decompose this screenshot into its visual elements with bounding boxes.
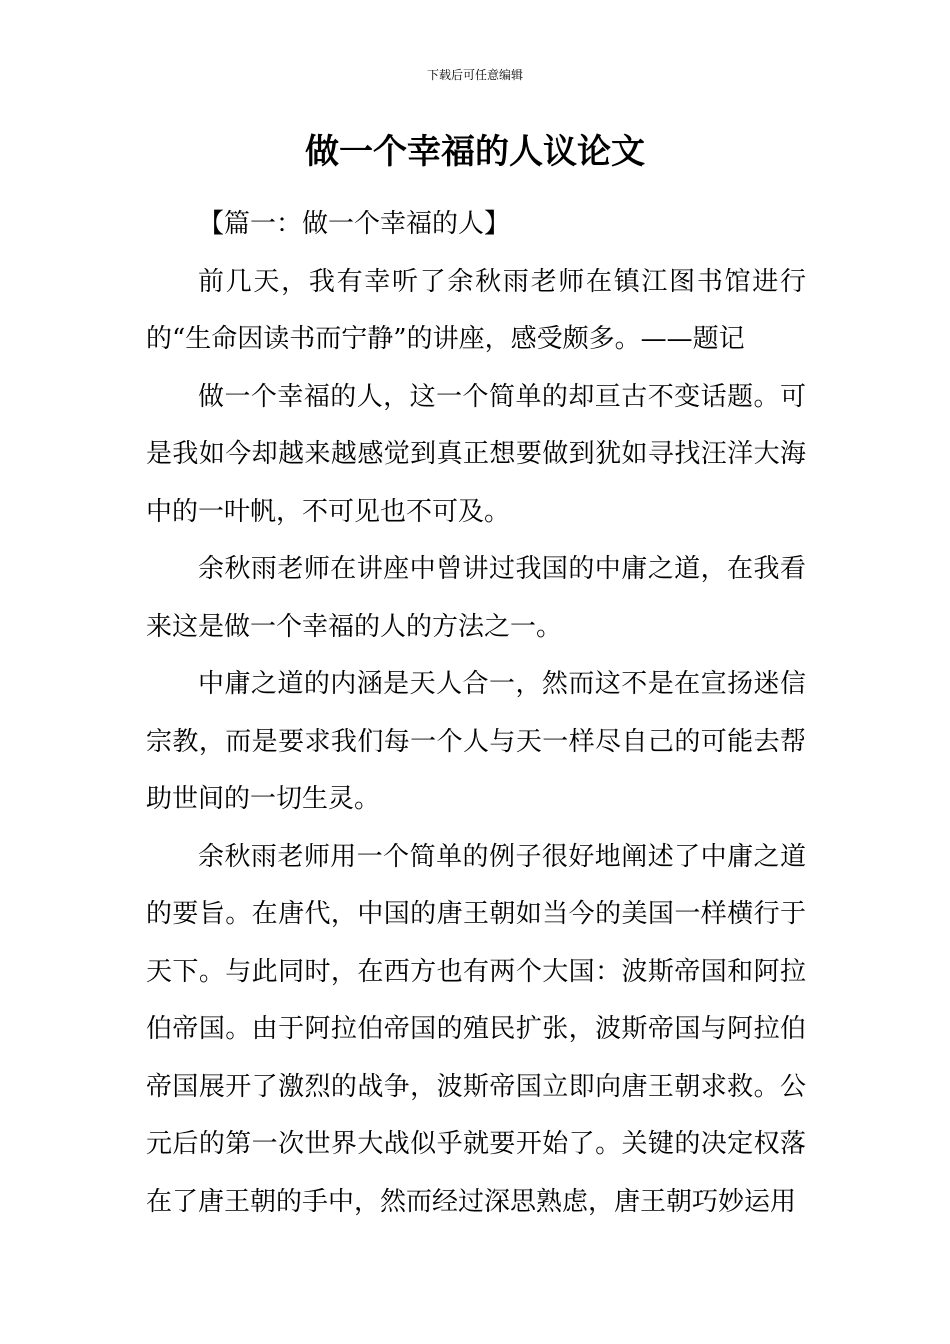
paragraph: 中庸之道的内涵是天人合一，然而这不是在宣扬迷信宗教，而是要求我们每一个人与天一样尽自己的可能去帮助世间的一切生灵。 <box>146 669 806 814</box>
header-note: 下载后可任意编辑 <box>426 68 523 82</box>
paragraph: 【篇一：做一个幸福的人】 <box>198 209 511 239</box>
document-body <box>146 196 806 1231</box>
paragraph: 余秋雨老师在讲座中曾讲过我国的中庸之道，在我看来这是做一个幸福的人的方法之一。 <box>146 554 806 642</box>
document-title: 做一个幸福的人议论文 <box>305 132 645 172</box>
paragraph: 余秋雨老师用一个简单的例子很好地阐述了中庸之道的要旨。在唐代，中国的唐王朝如当今的美国一样横行于天下。与此同时，在西方也有两个大国：波斯帝国和阿拉伯帝国。由于阿拉伯帝国的殖民扩张，波斯帝国与阿拉伯帝国展开了激烈的战争，波斯帝国立即向唐王朝求救。公元后的第一次世界大战似乎就要开始了。关键的决定权落在了唐王朝的手中，然而经过深思熟虑，唐王朝巧妙运用 <box>146 841 806 1217</box>
paragraph: 做一个幸福的人，这一个简单的却亘古不变话题。可是我如今却越来越感觉到真正想要做到犹如寻找汪洋大海中的一叶帆，不可见也不可及。 <box>146 381 806 527</box>
paragraph: 前几天，我有幸听了余秋雨老师在镇江图书馆进行的“生命因读书而宁静”的讲座，感受颇多。——题记 <box>146 266 806 354</box>
